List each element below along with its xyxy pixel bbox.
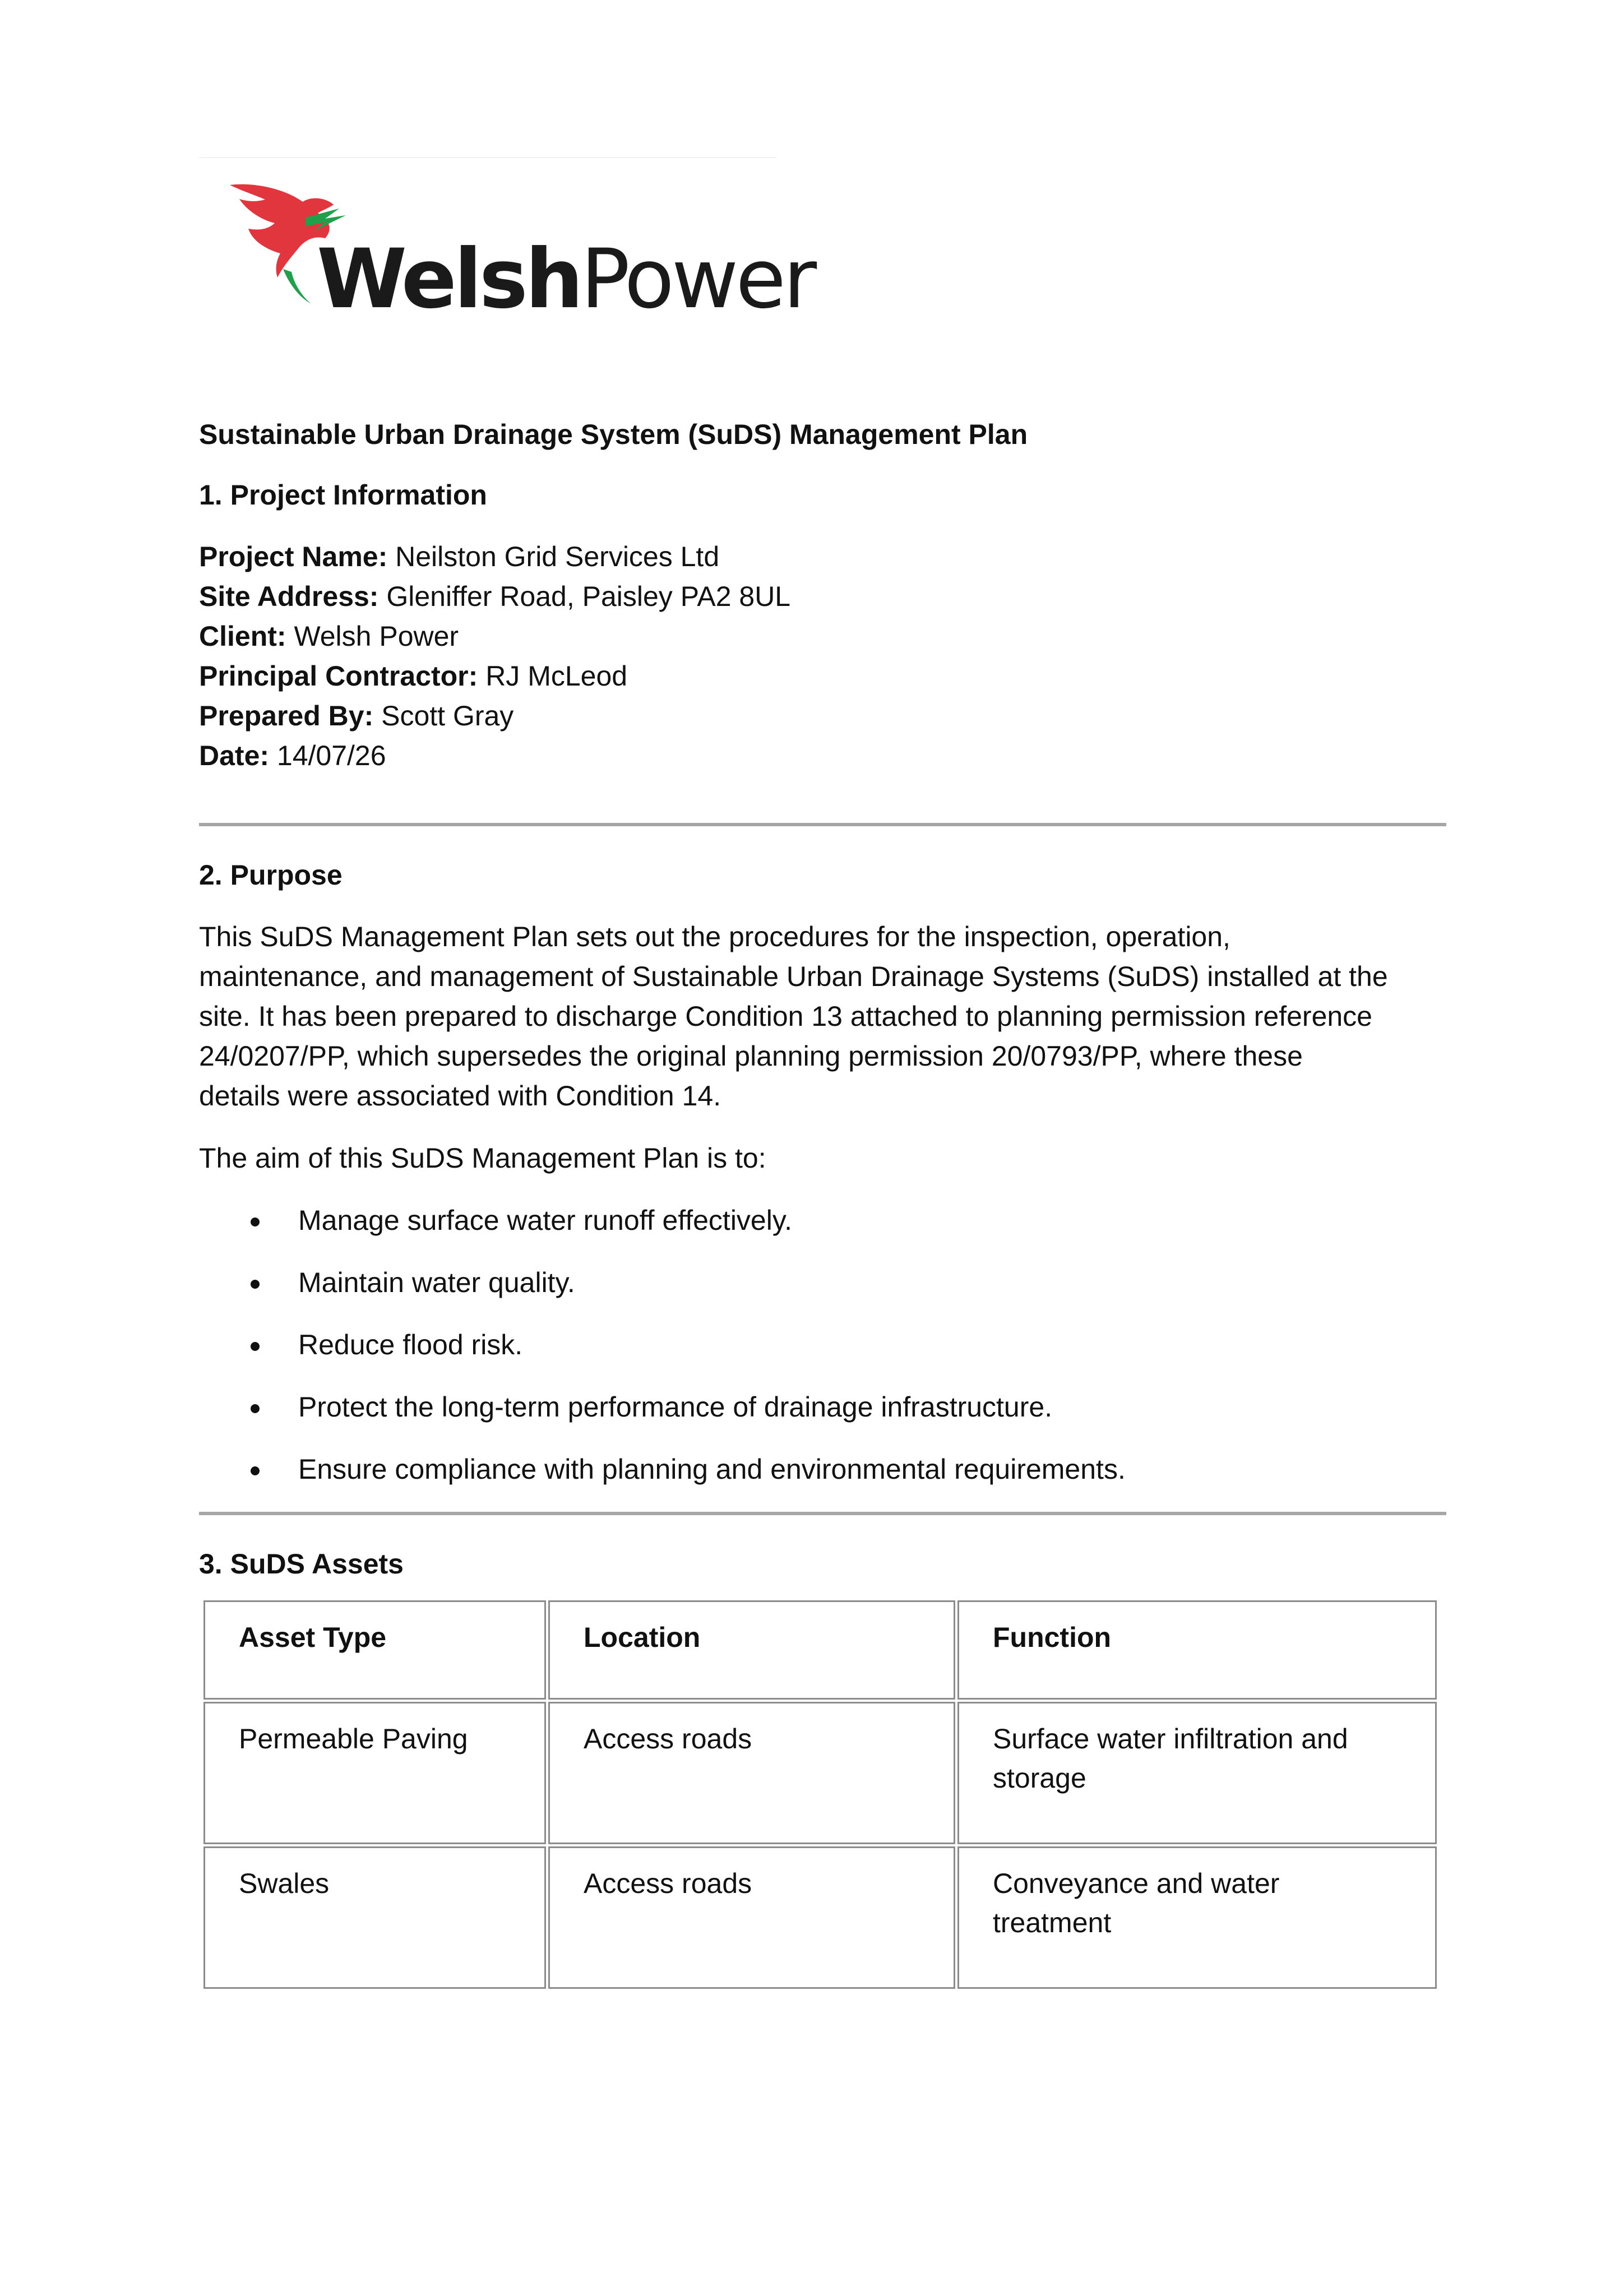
list-item [199,1201,1446,1263]
section-heading-assets: 3. SuDS Assets [199,1548,404,1580]
info-value: RJ McLeod [478,660,628,692]
document-content [199,415,1446,1991]
project-info-list [199,537,1446,776]
list-item [199,1263,1446,1325]
aims-list [199,1201,1446,1512]
aim-text: Manage surface water runoff effectively. [298,1205,793,1236]
table-header-row [203,1600,1437,1700]
list-item [199,1387,1446,1450]
info-row-client [199,617,1446,656]
table-cell-location: Access roads [548,1846,955,1989]
info-row-project-name [199,537,1446,577]
section-heading-project-info: 1. Project Information [199,479,487,511]
info-label: Project Name: [199,541,388,572]
assets-table [201,1598,1439,1991]
bullet-icon [251,1218,260,1226]
table-cell-function [957,1846,1437,1989]
info-row-prepared-by [199,696,1446,736]
info-value: Gleniffer Road, Paisley PA2 8UL [378,581,791,612]
table-row [203,1846,1437,1989]
table-row [203,1702,1437,1844]
info-label: Date: [199,740,270,771]
logo-wordmark [317,232,815,327]
paragraph-line: details were associated with Condition 14. [199,1080,721,1112]
column-header: Location [548,1600,955,1700]
paragraph-line: maintenance, and management of Sustainable Urban Drainage Systems (SuDS) installed at the [199,961,1388,992]
section-divider [199,823,1446,826]
purpose-paragraph [199,917,1446,1116]
bullet-icon [251,1280,260,1289]
aim-text: Protect the long-term performance of drainage infrastructure. [298,1391,1053,1423]
aim-intro: The aim of this SuDS Management Plan is to: [199,1142,766,1174]
cell-line: Surface water infiltration and [993,1723,1348,1755]
column-header: Function [957,1600,1437,1700]
info-row-principal-contractor [199,656,1446,696]
company-logo [199,157,815,353]
bullet-icon [251,1342,260,1351]
table-cell-location: Access roads [548,1702,955,1844]
aim-text: Reduce flood risk. [298,1329,523,1360]
aim-text: Ensure compliance with planning and environmental requirements. [298,1453,1126,1485]
info-label: Prepared By: [199,700,374,732]
info-value: Scott Gray [373,700,514,732]
info-value: 14/07/26 [269,740,386,771]
paragraph-line: 24/0207/PP, which supersedes the original planning permission 20/0793/PP, where these [199,1040,1303,1072]
paragraph-line: site. It has been prepared to discharge Condition 13 attached to planning permission reference [199,1001,1372,1032]
list-item [199,1325,1446,1387]
info-row-site-address [199,577,1446,617]
bullet-icon [251,1404,260,1413]
info-label: Principal Contractor: [199,660,478,692]
info-label: Site Address: [199,581,379,612]
info-value: Welsh Power [286,621,459,652]
logo-text-bold: Welsh [317,232,581,327]
table-cell-type: Swales [203,1846,546,1989]
cell-line: Conveyance and water [993,1868,1280,1899]
paragraph-line: This SuDS Management Plan sets out the procedures for the inspection, operation, [199,921,1230,952]
info-row-date [199,736,1446,776]
cell-line: treatment [993,1907,1112,1938]
table-cell-type: Permeable Paving [203,1702,546,1844]
aim-text: Maintain water quality. [298,1267,575,1298]
bullet-icon [251,1466,260,1475]
section-divider [199,1512,1446,1515]
document-title: Sustainable Urban Drainage System (SuDS) Management Plan [199,419,1028,450]
list-item [199,1450,1446,1512]
column-header: Asset Type [203,1600,546,1700]
logo-text-light: Power [580,232,815,327]
table-cell-function [957,1702,1437,1844]
info-label: Client: [199,621,286,652]
info-value: Neilston Grid Services Ltd [387,541,720,572]
section-heading-purpose: 2. Purpose [199,859,343,891]
cell-line: storage [993,1762,1086,1794]
